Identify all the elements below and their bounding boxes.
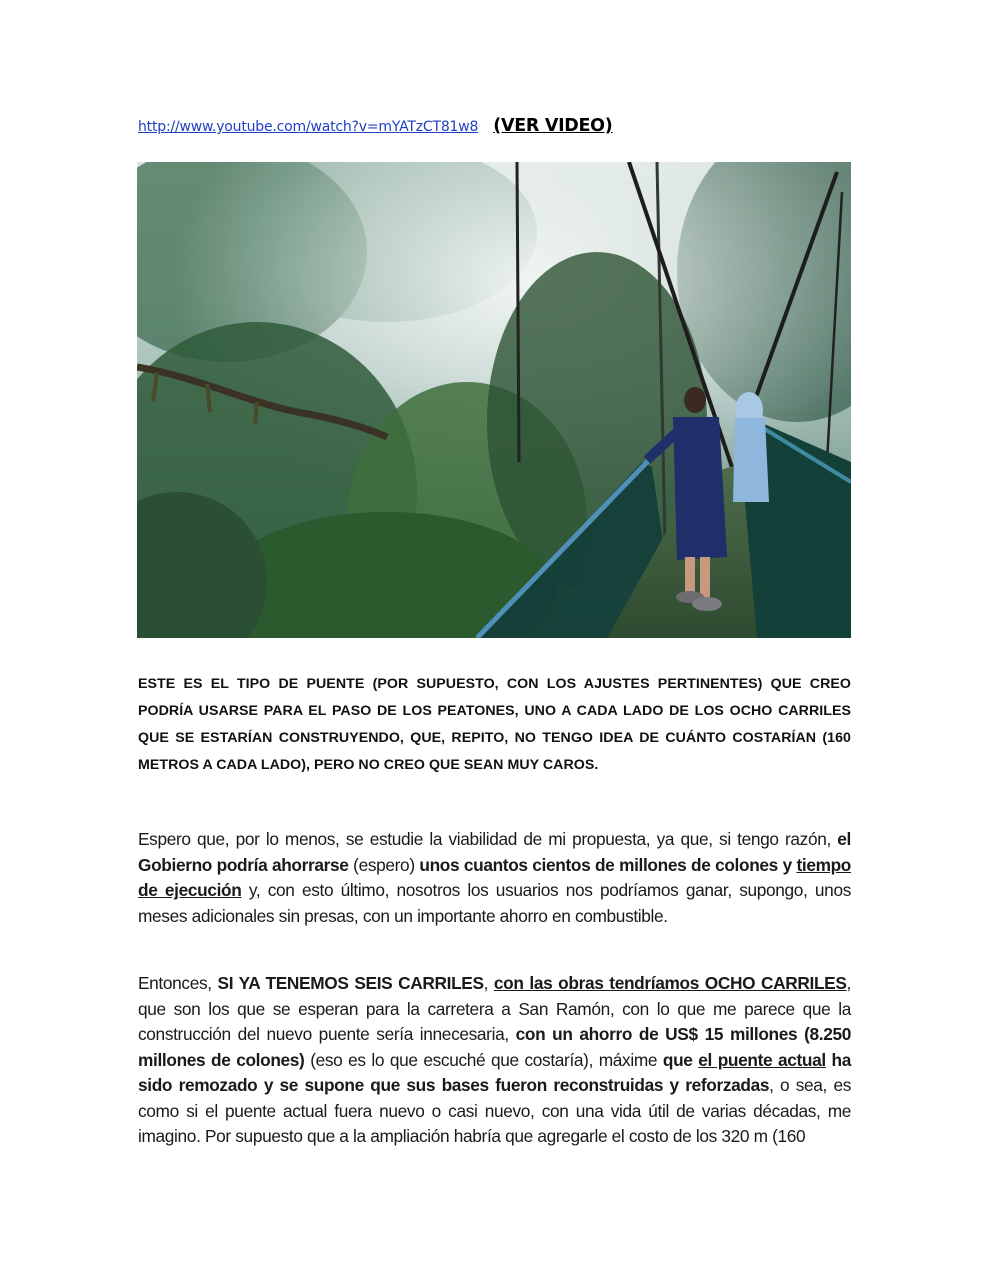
text-run-bold-underline: con las obras tendríamos OCHO CARRILES <box>493 973 847 994</box>
text-run: Espero que, por lo menos, se estudie la viabilidad de mi propuesta, ya que, si tengo razón, <box>138 829 838 850</box>
text-run-bold: SI YA TENEMOS SEIS CARRILES <box>217 973 484 994</box>
paragraph-carriles <box>138 971 851 1150</box>
text-run: (eso es lo que escuché que costaría), máxime <box>304 1049 663 1070</box>
text-run: , <box>483 973 494 994</box>
text-run-bold: que <box>662 1049 699 1070</box>
text-run: , que son los que se esperan para la carretera a San Ramón, con lo que me parece que la construcción del nuevo puente sería innecesaria, <box>138 973 851 1045</box>
photo-caption: ESTE ES EL TIPO DE PUENTE (POR SUPUESTO, CON LOS AJUSTES PERTINENTES) QUE CREO PODRÍA USARSE PARA EL PASO DE LOS PEATONES, UNO A CADA LADO DE LOS OCHO CARRILES QUE SE ESTARÍAN CONSTRUYENDO, QUE, REPITO, NO TENGO IDEA DE CUÁNTO COSTARÍAN (160 METROS A CADA LADO), PERO NO CREO QUE SEAN MUY CAROS. <box>138 676 851 774</box>
text-run-bold: con un ahorro de US$ 15 millones (8.250 millones de colones) <box>138 1024 851 1070</box>
paragraph-proposal <box>138 827 851 929</box>
ver-video-label: (VER VIDEO) <box>493 116 613 136</box>
youtube-link[interactable]: http://www.youtube.com/watch?v=mYATzCT81w8 <box>138 119 479 135</box>
text-run-bold-underline: el puente actual <box>698 1049 826 1070</box>
text-run-bold: unos cuantos cientos de millones de colones y <box>419 854 797 875</box>
text-run-bold: el Gobierno podría ahorrarse <box>138 829 851 875</box>
video-link-line <box>138 116 858 142</box>
text-run: , o sea, es como si el puente actual fuera nuevo o casi nuevo, con una vida útil de varias décadas, me imagino. Por supuesto que a la ampliación habría que agregarle el costo de los 320 m (160 <box>138 1075 851 1147</box>
text-run: Entonces, <box>138 973 218 994</box>
text-run-bold: ha sido remozado y se supone que sus bases fueron reconstruidas y reforzadas <box>138 1049 852 1096</box>
text-run: y, con esto último, nosotros los usuarios nos podríamos ganar, supongo, unos meses adicionales sin presas, con un importante ahorro en combustible. <box>138 880 851 926</box>
text-run: (espero) <box>348 854 420 875</box>
text-run-bold-underline: tiempo de ejecución <box>138 854 852 901</box>
cloud-forest-bridge-photo <box>137 162 851 638</box>
